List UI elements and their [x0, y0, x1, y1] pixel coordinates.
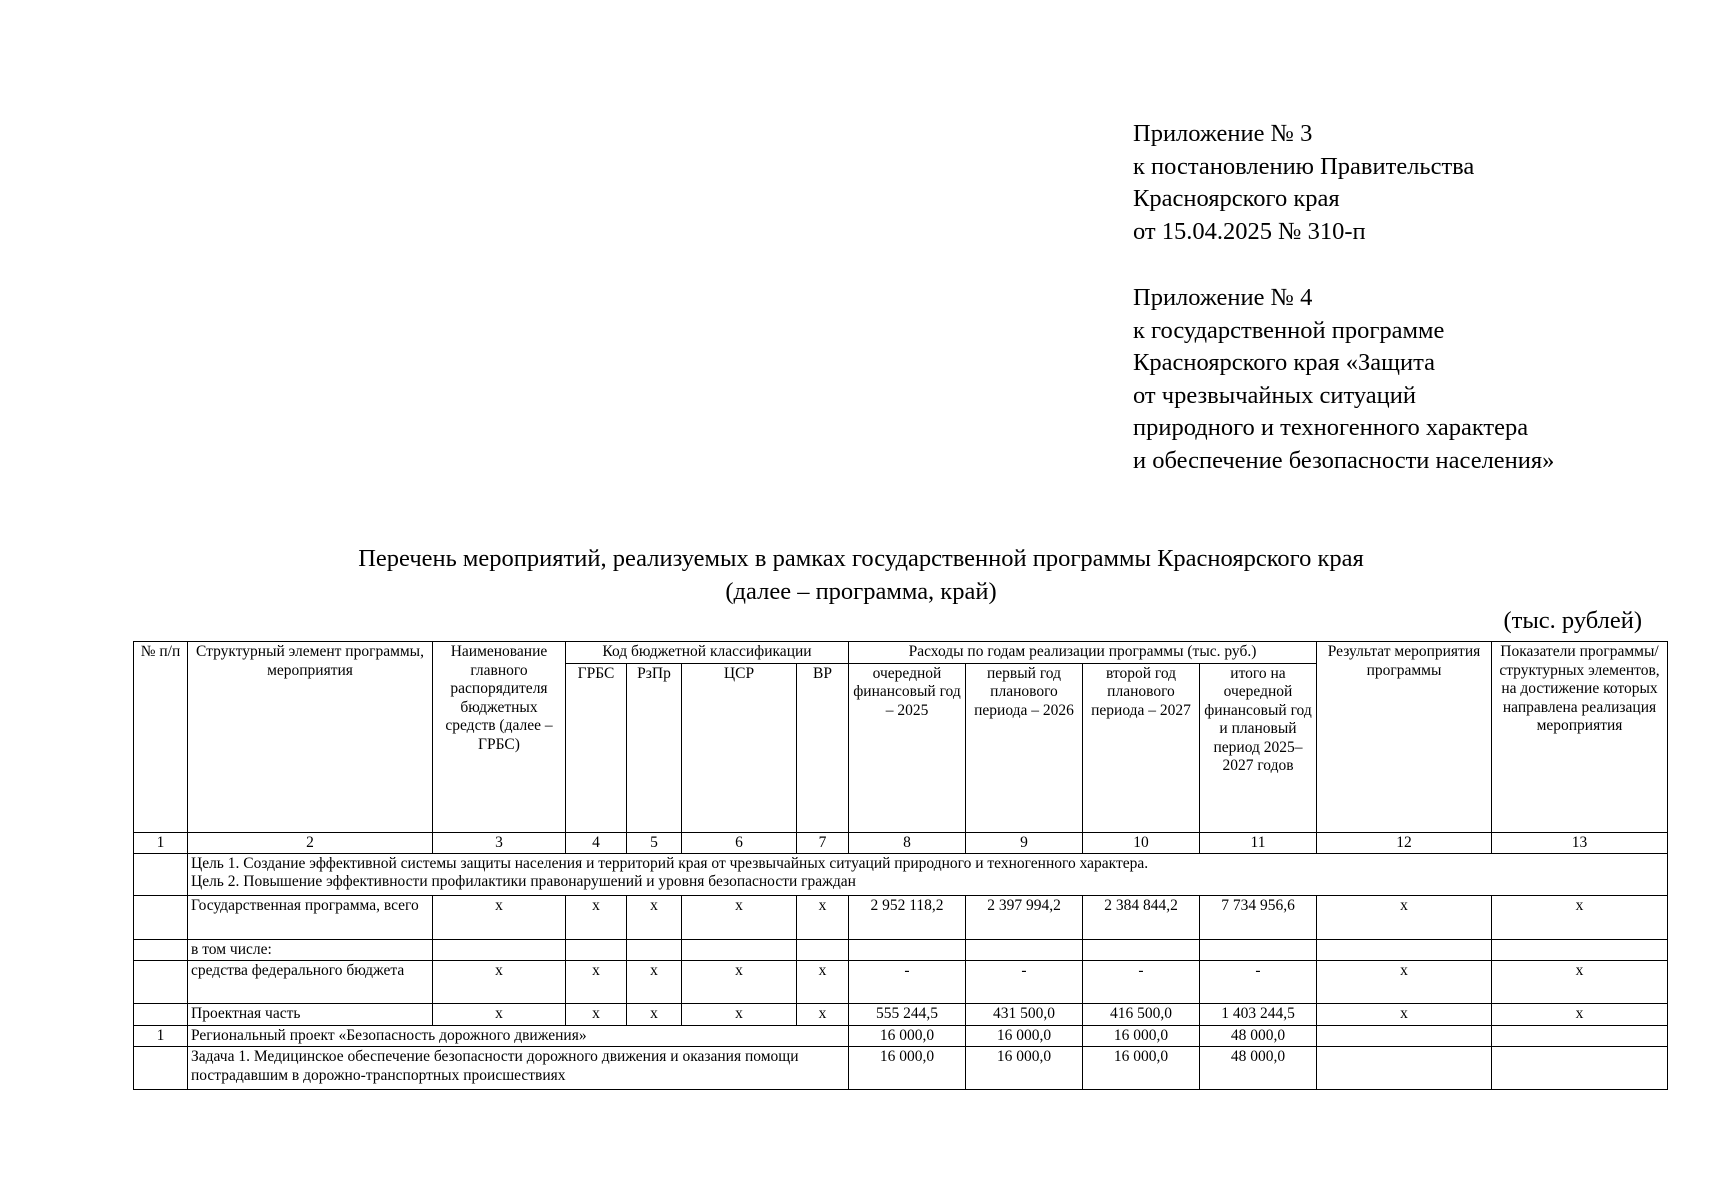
row-num	[134, 939, 188, 961]
goal-1: Цель 1. Создание эффективной системы защиты населения и территорий края от чрезвычайных ситуаций природного и техногенного характера.	[191, 854, 1149, 872]
row-num	[134, 1047, 188, 1090]
header-2026: первый год планового периода – 2026	[966, 663, 1083, 832]
row-total: 48 000,0	[1200, 1025, 1317, 1047]
row-grbs: х	[566, 961, 627, 1004]
column-number: 2	[188, 832, 433, 853]
column-number: 6	[682, 832, 797, 853]
row-rzpr: х	[627, 1004, 682, 1026]
row-name: Проектная часть	[188, 1004, 433, 1026]
goals-cell	[188, 853, 1668, 895]
row-result: х	[1317, 895, 1492, 939]
goal-2: Цель 2. Повышение эффективности профилактики правонарушений и уровня безопасности граждан	[191, 873, 856, 890]
empty-cell	[682, 939, 797, 961]
row-csr: х	[682, 895, 797, 939]
table-row-including	[134, 939, 1668, 961]
header-rzpr: РзПр	[627, 663, 682, 832]
empty-cell	[1492, 1047, 1668, 1090]
row-vr: х	[797, 1004, 849, 1026]
table-row-federal	[134, 961, 1668, 1004]
column-number: 4	[566, 832, 627, 853]
row-total: 1 403 244,5	[1200, 1004, 1317, 1026]
appendix-3-line: Приложение № 3	[1133, 120, 1313, 147]
row-2027: -	[1083, 961, 1200, 1004]
empty-cell	[1317, 1025, 1492, 1047]
column-number: 9	[966, 832, 1083, 853]
row-num	[134, 1004, 188, 1026]
empty-cell	[966, 939, 1083, 961]
row-2025: -	[849, 961, 966, 1004]
header-2025: очередной финансовый год – 2025	[849, 663, 966, 832]
row-result: х	[1317, 1004, 1492, 1026]
empty-cell	[1492, 939, 1668, 961]
appendix-4-line: и обеспечение безопасности населения»	[1133, 446, 1555, 474]
goals-row	[134, 853, 1668, 895]
appendix-3-line: от 15.04.2025 № 310-п	[1133, 217, 1366, 245]
appendix-3-line: к постановлению Правительства	[1133, 152, 1475, 180]
row-grbs-name: х	[433, 961, 566, 1004]
header-grbs: ГРБС	[566, 663, 627, 832]
row-num	[134, 961, 188, 1004]
appendix-3-line: Красноярского края	[1133, 185, 1340, 212]
row-2026: -	[966, 961, 1083, 1004]
row-rzpr: х	[627, 895, 682, 939]
row-name: Государственная программа, всего	[188, 895, 433, 939]
row-2027: 2 384 844,2	[1083, 895, 1200, 939]
row-2026: 16 000,0	[966, 1025, 1083, 1047]
row-result: х	[1317, 961, 1492, 1004]
empty-cell	[1083, 939, 1200, 961]
header-indicators: Показатели программы/ структурных элементов, на достижение которых направлена реализация мероприятия	[1492, 642, 1668, 833]
goals-num-cell	[134, 853, 188, 895]
header-expenses: Расходы по годам реализации программы (тыс. руб.)	[849, 642, 1317, 664]
row-num: 1	[134, 1025, 188, 1047]
appendix-4-line: к государственной программе	[1133, 316, 1445, 344]
column-number: 11	[1200, 832, 1317, 853]
row-indicators: х	[1492, 895, 1668, 939]
header-vr: ВР	[797, 663, 849, 832]
appendix-3-header	[1133, 118, 1474, 248]
row-vr: х	[797, 895, 849, 939]
column-number: 3	[433, 832, 566, 853]
appendix-4-line: Красноярского края «Защита	[1133, 349, 1436, 376]
row-total: -	[1200, 961, 1317, 1004]
empty-cell	[433, 939, 566, 961]
appendix-4-line: природного и техногенного характера	[1133, 414, 1529, 441]
measures-table	[133, 641, 1668, 1090]
header-element: Структурный элемент программы, мероприятия	[188, 642, 433, 833]
column-number: 8	[849, 832, 966, 853]
row-indicators: х	[1492, 1004, 1668, 1026]
row-2026: 16 000,0	[966, 1047, 1083, 1090]
column-number: 5	[627, 832, 682, 853]
empty-cell	[566, 939, 627, 961]
row-vr: х	[797, 961, 849, 1004]
empty-cell	[1317, 1047, 1492, 1090]
empty-cell	[1492, 1025, 1668, 1047]
row-2026: 2 397 994,2	[966, 895, 1083, 939]
row-name: Задача 1. Медицинское обеспечение безопасности дорожного движения и оказания помощи пострадавшим в дорожно-транспортных происшествиях	[188, 1047, 849, 1090]
header-row-1	[134, 642, 1668, 664]
row-2025: 16 000,0	[849, 1047, 966, 1090]
table-row-project-part	[134, 1004, 1668, 1026]
empty-cell	[1317, 939, 1492, 961]
row-name: Региональный проект «Безопасность дорожного движения»	[188, 1025, 849, 1047]
row-2025: 555 244,5	[849, 1004, 966, 1026]
column-number: 12	[1317, 832, 1492, 853]
row-total: 7 734 956,6	[1200, 895, 1317, 939]
row-2025: 2 952 118,2	[849, 895, 966, 939]
column-number: 7	[797, 832, 849, 853]
document-title-line-1: Перечень мероприятий, реализуемых в рамках государственной программы Красноярского края	[358, 545, 1364, 572]
empty-cell	[849, 939, 966, 961]
row-grbs-name: х	[433, 895, 566, 939]
header-total: итого на очередной финансовый год и плановый период 2025–2027 годов	[1200, 663, 1317, 832]
units-label: (тыс. рублей)	[1503, 607, 1642, 634]
row-2026: 431 500,0	[966, 1004, 1083, 1026]
row-total: 48 000,0	[1200, 1047, 1317, 1090]
header-budget-code: Код бюджетной классификации	[566, 642, 849, 664]
row-2027: 16 000,0	[1083, 1047, 1200, 1090]
header-result: Результат мероприятия программы	[1317, 642, 1492, 833]
appendix-4-line: от чрезвычайных ситуаций	[1133, 381, 1416, 409]
row-rzpr: х	[627, 961, 682, 1004]
row-grbs: х	[566, 1004, 627, 1026]
column-number: 10	[1083, 832, 1200, 853]
row-name: в том числе:	[188, 939, 433, 961]
column-number: 1	[134, 832, 188, 853]
column-number: 13	[1492, 832, 1668, 853]
row-num	[134, 895, 188, 939]
empty-cell	[1200, 939, 1317, 961]
header-2027: второй год планового периода – 2027	[1083, 663, 1200, 832]
row-grbs: х	[566, 895, 627, 939]
row-grbs-name: х	[433, 1004, 566, 1026]
row-2025: 16 000,0	[849, 1025, 966, 1047]
appendix-4-line: Приложение № 4	[1133, 284, 1313, 311]
header-grbs-name: Наименование главного распорядителя бюджетных средств (далее – ГРБС)	[433, 642, 566, 833]
column-numbers-row	[134, 832, 1668, 853]
appendix-4-header	[1133, 282, 1554, 477]
row-name: средства федерального бюджета	[188, 961, 433, 1004]
header-csr: ЦСР	[682, 663, 797, 832]
row-2027: 416 500,0	[1083, 1004, 1200, 1026]
row-indicators: х	[1492, 961, 1668, 1004]
empty-cell	[627, 939, 682, 961]
row-2027: 16 000,0	[1083, 1025, 1200, 1047]
empty-cell	[797, 939, 849, 961]
header-num: № п/п	[134, 642, 188, 833]
table-row-regional-project	[134, 1025, 1668, 1047]
table-row-program-total	[134, 895, 1668, 939]
table-row-task-1	[134, 1047, 1668, 1090]
document-title-line-2: (далее – программа, край)	[725, 578, 997, 605]
row-csr: х	[682, 1004, 797, 1026]
row-csr: х	[682, 961, 797, 1004]
